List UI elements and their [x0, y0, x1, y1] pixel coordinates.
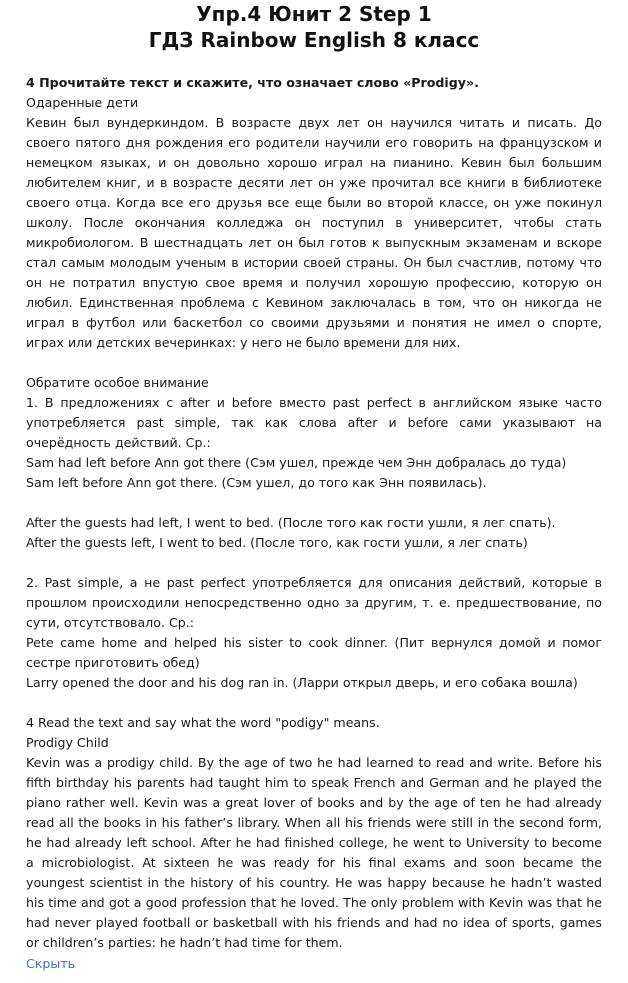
hide-link[interactable]: Скрыть	[26, 956, 76, 971]
example-2a: After the guests had left, I went to bed. (После того как гости ушли, я лег спать).	[26, 515, 556, 530]
rule-1: 1. В предложениях с after и before вместо past perfect в английском языке часто употребляется past simple, так как слова after и before сами указывают на очерёдность действий. Ср.:	[26, 395, 602, 450]
task-heading-en: 4 Read the text and say what the word "podigy" means.	[26, 715, 380, 730]
example-2b: After the guests left, I went to bed. (После того, как гости ушли, я лег спать)	[26, 535, 528, 550]
example-1a: Sam had left before Ann got there (Сэм ушел, прежде чем Энн добралась до туда)	[26, 455, 567, 470]
page-subtitle: ГДЗ Rainbow English 8 класс	[148, 28, 480, 52]
page-title: Упр.4 Юнит 2 Step 1	[196, 2, 432, 26]
english-section	[26, 713, 602, 953]
spacer	[26, 693, 602, 713]
russian-section	[26, 73, 602, 353]
spacer	[26, 353, 602, 373]
task-heading-ru: 4 Прочитайте текст и скажите, что означает слово «Prodigy».	[26, 75, 479, 90]
example-3b: Larry opened the door and his dog ran in. (Ларри открыл дверь, и его собака вошла)	[26, 675, 578, 690]
text-body-ru: Кевин был вундеркиндом. В возрасте двух лет он научился читать и писать. До своего пятого дня рождения его родители научили его говорить на французском и немецком языках, и он довольно хорошо играл на пианино. Кевин был большим любителем книг, и в возрасте десяти лет он уже прочитал все книги в библиотеке своего отца. Когда все его друзья все еще были во второй классе, он уже покинул школу. После окончания колледжа он поступил в университет, чтобы стать микробиологом. В шестнадцать лет он был готов к выпускным экзаменам и вскоре стал самым молодым ученым в истории своей страны. Он был счастлив, потому что он не потратил впустую свое время и получил хорошую профессию, которую он любил. Единственная проблема с Кевином заключалась в том, что он никогда не играл в футбол или баскетбол со своими друзьями и понятия не имел о спорте, играх или детских вечеринках: у него не было времени для них.	[26, 115, 602, 350]
text-body-en: Kevin was a prodigy child. By the age of two he had learned to read and write. Before his fifth birthday his parents had taught him to speak French and German and he played the piano rather well. Kevin was a great lover of books and by the age of ten he had already read all the books in his father’s library. When all his friends were still in the second form, he had already left school. After he had finished college, he went to University to become a microbiologist. At sixteen he was ready for his final exams and soon became the youngest scientist in the history of his country. He was happy because he hadn’t wasted his time and got a good profession that he loved. The only problem with Kevin was that he had never played football or basketball with his friends and had no idea of sports, games or children’s parties: he hadn’t had time for them.	[26, 755, 602, 950]
text-title-en: Prodigy Child	[26, 735, 109, 750]
example-1b: Sam left before Ann got there. (Сэм ушел, до того как Энн появилась).	[26, 475, 487, 490]
text-title-ru: Одаренные дети	[26, 95, 139, 110]
rule-2: 2. Past simple, а не past perfect употребляется для описания действий, которые в прошлом происходили непосредственно одно за другим, т. е. предшествование, по сути, отсутствовало. Ср.:	[26, 575, 602, 630]
spacer	[26, 493, 602, 513]
example-3a: Pete came home and helped his sister to cook dinner. (Пит вернулся домой и помог сестре приготовить обед)	[26, 635, 602, 670]
spacer	[26, 553, 602, 573]
attention-section	[26, 373, 602, 693]
attention-heading: Обратите особое внимание	[26, 375, 209, 390]
